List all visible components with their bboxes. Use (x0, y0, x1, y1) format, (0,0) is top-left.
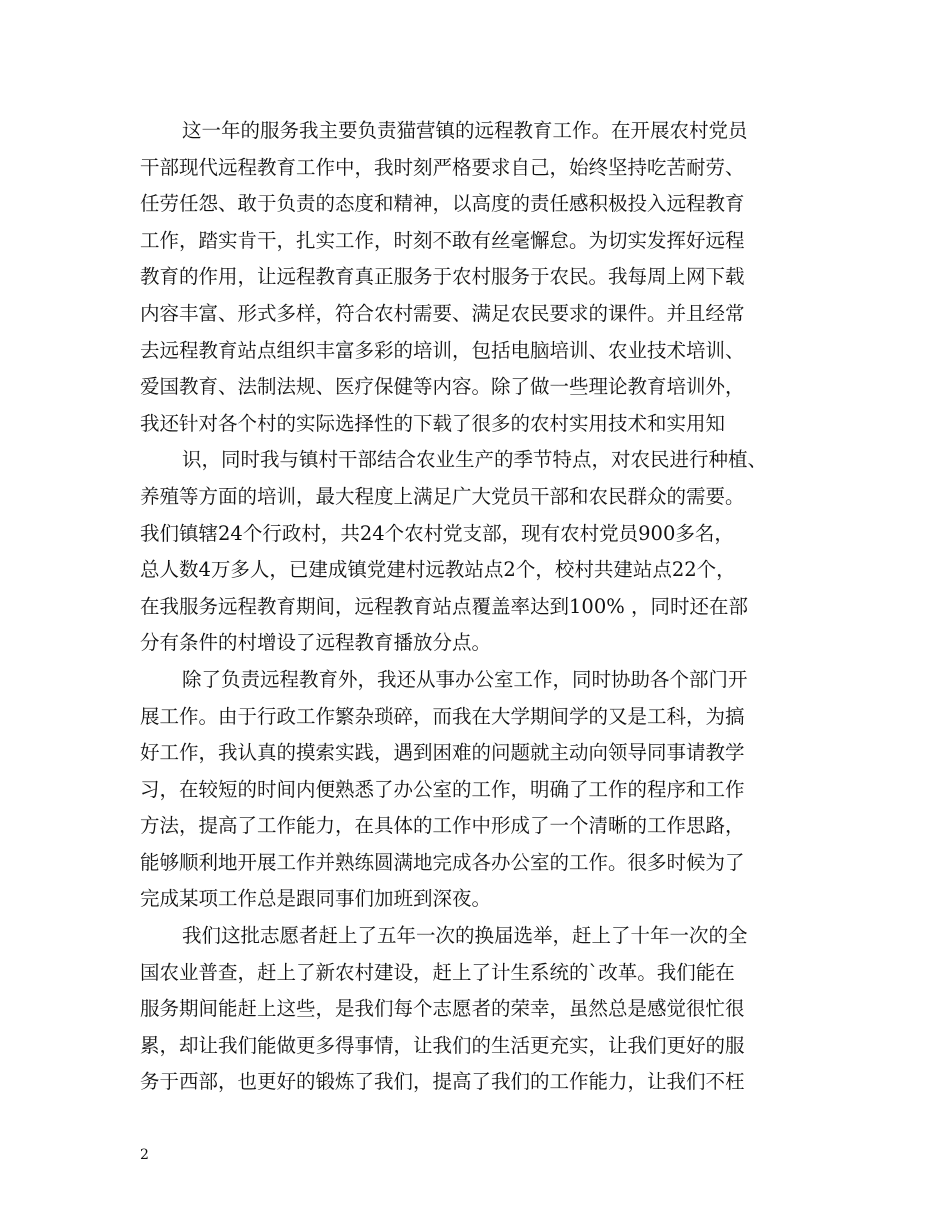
text-line: 识，同时我与镇村干部结合农业生产的季节特点，对农民进行种植、 (182, 448, 768, 472)
text-line: 我们镇辖24个行政村，共24个农村党支部，现有农村党员900多名， (140, 521, 734, 545)
text-line: 习，在较短的时间内便熟悉了办公室的工作，明确了工作的程序和工作 (140, 777, 745, 801)
text-line: 服务期间能赶上这些，是我们每个志愿者的荣幸，虽然总是感觉很忙很 (140, 997, 745, 1021)
text-line: 好工作，我认真的摸索实践，遇到困难的问题就主动向领导同事请教学 (140, 741, 745, 765)
text-line: 国农业普查，赶上了新农村建设，赶上了计生系统的`改革。我们能在 (140, 960, 735, 984)
text-line: 教育的作用，让远程教育真正服务于农村服务于农民。我每周上网下载 (140, 265, 745, 289)
text-line: 去远程教育站点组织丰富多彩的培训，包括电脑培训、农业技术培训、 (140, 338, 745, 362)
text-line: 累，却让我们能做更多得事情，让我们的生活更充实，让我们更好的服 (140, 1033, 745, 1057)
text-line: 在我服务远程教育期间，远程教育站点覆盖率达到100% ，同时还在部 (140, 594, 748, 618)
text-line: 爱国教育、法制法规、医疗保健等内容。除了做一些理论教育培训外， (140, 375, 745, 399)
text-line: 方法，提高了工作能力，在具体的工作中形成了一个清晰的工作思路， (140, 814, 745, 838)
text-line: 总人数4万多人，已建成镇党建村远教站点2个，校村共建站点22个， (140, 558, 736, 582)
text-line: 完成某项工作总是跟同事们加班到深夜。 (140, 887, 492, 911)
text-line: 能够顺利地开展工作并熟练圆满地完成各办公室的工作。很多时候为了 (140, 850, 745, 874)
text-line: 养殖等方面的培训，最大程度上满足广大党员干部和农民群众的需要。 (140, 484, 745, 508)
text-line: 这一年的服务我主要负责猫营镇的远程教育工作。在开展农村党员 (182, 119, 748, 142)
text-line: 除了负责远程教育外，我还从事办公室工作，同时协助各个部门开 (182, 667, 748, 691)
page-number: 2 (140, 1147, 149, 1163)
text-line: 务于西部，也更好的锻炼了我们，提高了我们的工作能力，让我们不枉 (140, 1070, 745, 1094)
body-text (140, 113, 830, 1101)
text-line: 工作，踏实肯干，扎实工作，时刻不敢有丝毫懈怠。为切实发挥好远程 (140, 228, 745, 252)
text-line: 展工作。由于行政工作繁杂琐碎，而我在大学期间学的又是工科，为搞 (140, 704, 745, 728)
text-line: 任劳任怨、敢于负责的态度和精神，以高度的责任感积极投入远程教育 (140, 192, 745, 216)
text-line: 分有条件的村增设了远程教育播放分点。 (140, 631, 492, 655)
text-line: 干部现代远程教育工作中，我时刻严格要求自己，始终坚持吃苦耐劳、 (140, 155, 745, 179)
text-line: 我还针对各个村的实际选择性的下载了很多的农村实用技术和实用知 (140, 411, 726, 435)
text-line: 我们这批志愿者赶上了五年一次的换届选举，赶上了十年一次的全 (182, 924, 748, 948)
text-line: 内容丰富、形式多样，符合农村需要、满足农民要求的课件。并且经常 (140, 301, 745, 325)
